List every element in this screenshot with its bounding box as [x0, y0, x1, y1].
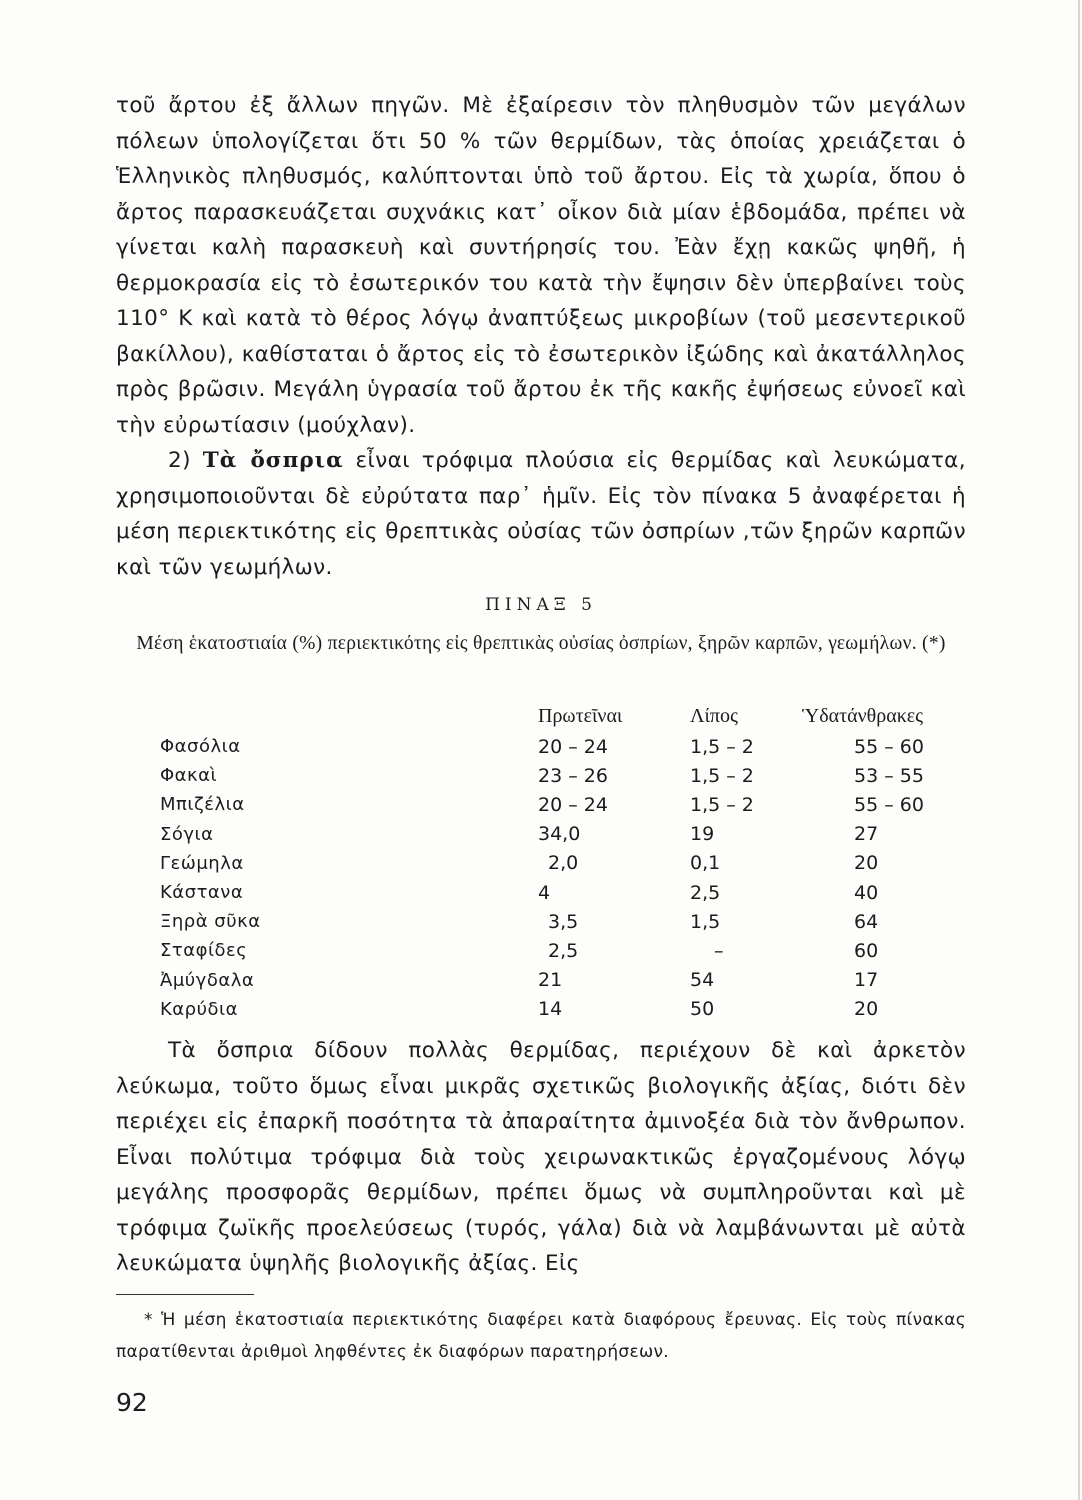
legumes-number: 2)	[168, 448, 203, 473]
carbs-value: 55 – 60	[854, 735, 924, 758]
fat-value: 1,5	[690, 910, 721, 933]
table-row	[160, 907, 960, 936]
legumes-text: εἶναι τρόφιμα πλούσια εἰς θερμίδας καὶ λευκώματα, χρησιμοποιοῦνται δὲ εὐρύτατα παρ᾽ ἡμῖν. Εἰς τὸν πίνακα 5 ἀναφέρεται ἡ μέση περιεκτικότης εἰς θρεπτικὰς οὐσίας τῶν ὀσπρίων ,τῶν ξηρῶν καρπῶν καὶ τῶν γεωμήλων.	[116, 448, 966, 580]
table-row	[160, 732, 960, 761]
carbs-value: 40	[854, 881, 879, 904]
intro-paragraph: τοῦ ἄρτου ἐξ ἄλλων πηγῶν. Μὲ ἐξαίρεσιν τὸν πληθυσμὸν τῶν μεγάλων πόλεων ὑπολογίζεται ὅτι 50 % τῶν θερμίδων, τὰς ὁποίας χρειάζεται ὁ Ἑλληνικὸς πληθυσμός, καλύπτονται ὑπὸ τοῦ ἄρτου. Εἰς τὰ χωρία, ὅπου ὁ ἄρτος παρασκευάζεται συχνάκις κατ᾽ οἶκον διὰ μίαν ἑβδομάδα, πρέπει νὰ γίνεται καλὴ παρασκευὴ καὶ συντήρησίς του. Ἐὰν ἔχῃ κακῶς ψηθῆ, ἡ θερμοκρασία εἰς τὸ ἐσωτερικόν του κατὰ τὴν ἔψησιν δὲν ὑπερβαίνει τοὺς 110° Κ καὶ κατὰ τὸ θέρος λόγῳ ἀναπτύξεως μικροβίων (τοῦ μεσεντερικοῦ βακίλλου), καθίσταται ὁ ἄρτος εἰς τὸ ἐσωτερικὸν ἰξώδης καὶ ἀκατάλληλος πρὸς βρῶσιν. Μεγάλη ὑγρασία τοῦ ἄρτου ἐκ τῆς κακῆς ἐψήσεως εὐνοεῖ καὶ τὴν εὐρωτίασιν (μούχλαν).	[116, 93, 966, 438]
protein-value: 2,0	[548, 852, 579, 875]
table-row	[160, 995, 960, 1024]
fat-value: 1,5 – 2	[690, 735, 754, 758]
closing-paragraph-block	[116, 1033, 966, 1282]
protein-value: 4	[538, 881, 551, 904]
fat-value: 50	[690, 998, 715, 1021]
carbs-value: 20	[854, 998, 879, 1021]
carbs-value: 55 – 60	[854, 793, 924, 816]
protein-value: 20 – 24	[538, 793, 608, 816]
legumes-paragraph	[116, 443, 966, 585]
carbs-value: 17	[854, 969, 879, 992]
carbs-value: 53 – 55	[854, 764, 924, 787]
nutrition-table	[160, 700, 960, 1024]
table-row	[160, 849, 960, 878]
food-name: Καρύδια	[160, 998, 238, 1020]
table-row	[160, 820, 960, 849]
protein-value: 21	[538, 969, 563, 992]
fat-value: 1,5 – 2	[690, 793, 754, 816]
footnote-text: * Ἡ μέση ἑκατοστιαία περιεκτικότης διαφέρει κατὰ διαφόρους ἔρευνας. Εἰς τοὺς πίνακας παρατίθενται ἀριθμοὶ ληφθέντες ἐκ διαφόρων παρατηρήσεων.	[116, 1310, 966, 1362]
food-name: Φασόλια	[160, 736, 241, 758]
protein-value: 2,5	[548, 939, 579, 962]
header-fat: Λίπος	[690, 704, 738, 727]
food-name: Κάστανα	[160, 882, 244, 904]
closing-paragraph: Τὰ ὄσπρια δίδουν πολλὰς θερμίδας, περιέχουν δὲ καὶ ἀρκετὸν λεύκωμα, τοῦτο ὅμως εἶναι μικρᾶς σχετικῶς βιολογικῆς ἀξίας, διότι δὲν περιέχει εἰς ἐπαρκῆ ποσότητα τὰ ἀπαραίτητα ἀμινοξέα διὰ τὸν ἄνθρωπον. Εἶναι πολύτιμα τρόφιμα διὰ τοὺς χειρωνακτικῶς ἐργαζομένους λόγῳ μεγάλης προσφορᾶς θερμίδων, πρέπει ὅμως νὰ συμπληροῦνται καὶ μὲ τρόφιμα ζωϊκῆς προελεύσεως (τυρός, γάλα) διὰ νὰ λαμβάνωνται μὲ αὐτὰ λευκώματα ὑψηλῆς βιολογικῆς ἀξίας. Εἰς	[116, 1038, 966, 1276]
footnote-block	[116, 1304, 966, 1368]
food-name: Σταφίδες	[160, 940, 248, 962]
legumes-paragraph-block	[116, 443, 966, 585]
protein-value: 34,0	[538, 823, 581, 846]
carbs-value: 60	[854, 939, 879, 962]
food-name: Ἀμύγδαλα	[160, 969, 255, 991]
fat-value: 19	[690, 823, 715, 846]
table-row	[160, 966, 960, 995]
page-number: 92	[116, 1388, 148, 1417]
footnote-divider	[116, 1294, 254, 1295]
table-row	[160, 761, 960, 790]
fat-value: 54	[690, 969, 715, 992]
intro-paragraph-block	[116, 88, 966, 443]
food-name: Σόγια	[160, 823, 214, 845]
carbs-value: 20	[854, 852, 879, 875]
food-name: Γεώμηλα	[160, 852, 244, 874]
table-header-row	[160, 700, 960, 732]
carbs-value: 27	[854, 823, 879, 846]
legumes-heading: Τὰ ὄσπρια	[202, 448, 344, 473]
fat-value: 0,1	[690, 852, 721, 875]
protein-value: 20 – 24	[538, 735, 608, 758]
header-food	[160, 700, 538, 732]
table-title: ΠΙΝΑΞ 5	[485, 595, 597, 615]
protein-value: 23 – 26	[538, 764, 608, 787]
fat-value: –	[714, 939, 724, 962]
protein-value: 3,5	[548, 910, 579, 933]
protein-value: 14	[538, 998, 563, 1021]
fat-value: 1,5 – 2	[690, 764, 754, 787]
carbs-value: 64	[854, 910, 879, 933]
header-protein: Πρωτεῖναι	[538, 704, 623, 727]
table-caption: Μέση ἑκατοστιαία (%) περιεκτικότης εἰς θρεπτικὰς οὐσίας ὀσπρίων, ξηρῶν καρπῶν, γεωμήλων. (*)	[136, 633, 946, 654]
table-row	[160, 936, 960, 965]
table-row	[160, 878, 960, 907]
food-name: Φακαὶ	[160, 765, 218, 787]
page-edge-shadow	[1078, 0, 1080, 1500]
table-row	[160, 790, 960, 819]
fat-value: 2,5	[690, 881, 721, 904]
header-carbs: Ὑδατάνθρακες	[802, 704, 924, 727]
food-name: Ξηρὰ σῦκα	[160, 911, 261, 933]
food-name: Μπιζέλια	[160, 794, 245, 816]
